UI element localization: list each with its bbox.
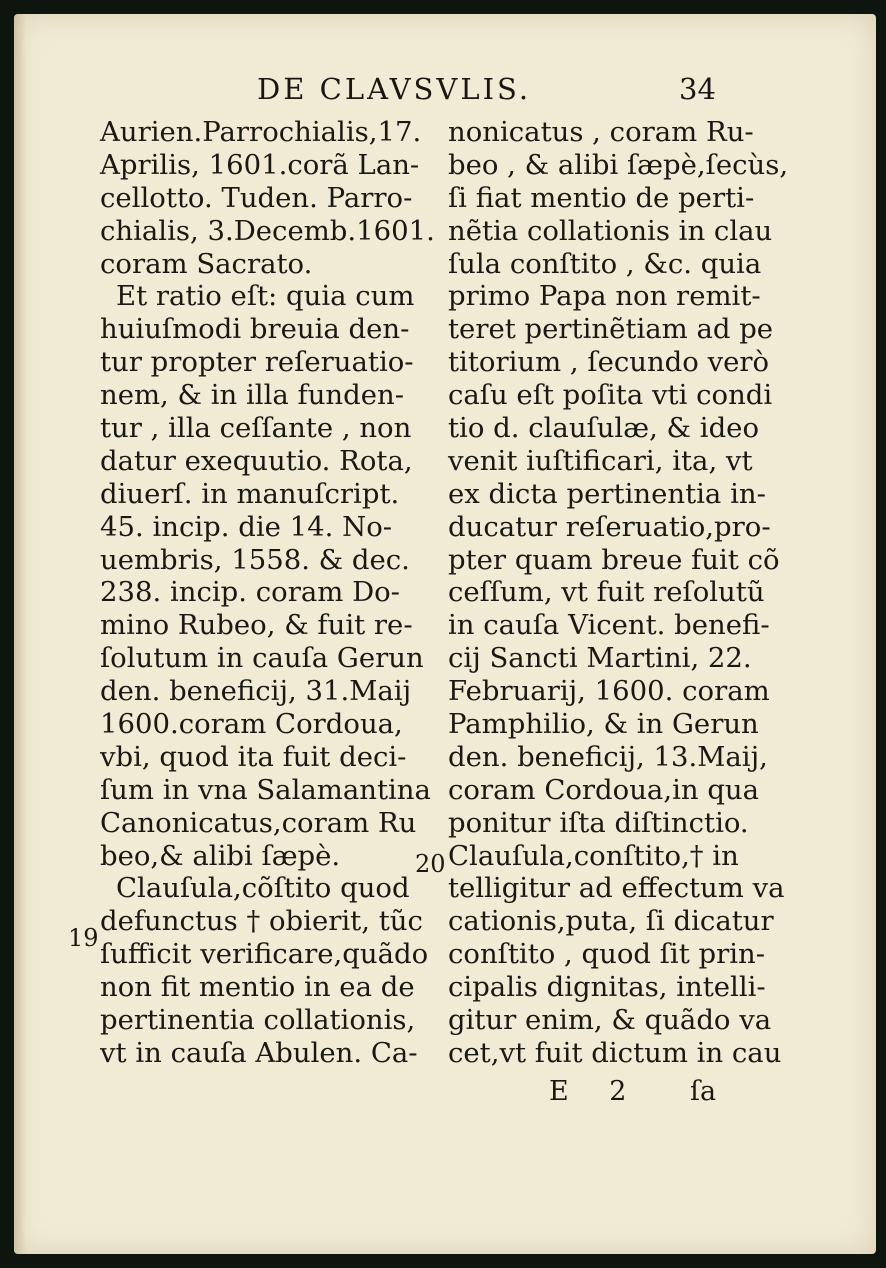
- text-line: beo,& alibi ſæpè.: [100, 839, 341, 872]
- text-line: defunctus † obierit, tũc: [100, 905, 423, 938]
- text-line: cipalis dignitas, intelli-: [448, 971, 766, 1004]
- text-line: huiuſmodi breuia den-: [100, 313, 410, 346]
- text-line: vbi, quod ita fuit deci-: [100, 740, 407, 773]
- text-line: pertinentia collationis,: [100, 1004, 416, 1037]
- text-line: coram Cordoua,in qua: [448, 773, 760, 806]
- text-line: Pamphilio, & in Gerun: [448, 708, 759, 741]
- text-line: Canonicatus,coram Ru: [100, 806, 417, 839]
- running-title: DE CLAVSVLIS.: [257, 72, 532, 106]
- text-line: pter quam breue fuit cõ: [448, 543, 780, 576]
- text-line: mino Rubeo, & fuit re-: [100, 609, 413, 642]
- text-line: venit iuſtificari, ita, vt: [448, 444, 753, 477]
- text-line: non fit mentio in ea de: [100, 971, 415, 1004]
- text-line: coram Sacrato.: [100, 247, 313, 280]
- marginal-number-left: 19: [68, 924, 99, 952]
- folio-number: 34: [679, 72, 716, 106]
- text-line: ex dicta pertinentia in-: [448, 477, 766, 510]
- catchword: ſa: [690, 1076, 717, 1107]
- text-line: Et ratio eſt: quia cum: [116, 280, 415, 313]
- right-column: [448, 116, 789, 1070]
- text-line: ponitur iſta diſtinctio.: [448, 806, 749, 839]
- text-line: 238. incip. coram Do-: [100, 576, 400, 609]
- text-line: ceſſum, vt fuit reſolutũ: [448, 576, 765, 609]
- signature-mark: E 2: [549, 1076, 643, 1107]
- text-line: Clauſula,conſtito,† in: [448, 839, 739, 872]
- text-line: telligitur ad effectum va: [448, 872, 785, 905]
- text-line: tur , illa ceſſante , non: [100, 412, 412, 445]
- text-line: nem, & in illa funden-: [100, 379, 405, 412]
- text-line: ſolutum in cauſa Gerun: [100, 642, 424, 675]
- text-line: teret pertinẽtiam ad pe: [448, 313, 774, 346]
- text-line: beo , & alibi ſæpè,ſecùs,: [448, 148, 789, 181]
- text-line: tio d. clauſulæ, & ideo: [448, 412, 759, 445]
- text-line: titorium , ſecundo verò: [448, 346, 770, 379]
- book-page: [14, 14, 876, 1254]
- text-line: chialis, 3.Decemb.1601.: [100, 214, 435, 247]
- text-line: Aprilis, 1601.corã Lan-: [100, 148, 420, 181]
- text-line: den. beneficij, 31.Maij: [100, 675, 412, 708]
- text-line: ducatur reſeruatio,pro-: [448, 510, 771, 543]
- marginal-number-right: 20: [415, 850, 446, 878]
- text-line: conſtito , quod ſit prin-: [448, 938, 766, 971]
- text-line: ſula conſtito , &c. quia: [448, 247, 762, 280]
- page-header: [14, 72, 876, 112]
- text-line: ſum in vna Salamantina: [100, 773, 431, 806]
- text-line: tur propter reſeruatio-: [100, 346, 414, 379]
- text-line: 1600.coram Cordoua,: [100, 708, 403, 741]
- text-line: ſufficit verificare,quãdo: [100, 938, 429, 971]
- page-footer: [14, 1076, 876, 1112]
- text-line: cationis,puta, ſi dicatur: [448, 905, 774, 938]
- text-line: cellotto. Tuden. Parro-: [100, 181, 413, 214]
- text-line: caſu eſt poſita vti condi: [448, 379, 773, 412]
- text-line: nonicatus , coram Ru-: [448, 116, 754, 148]
- text-line: in cauſa Vicent. benefi-: [448, 609, 770, 642]
- text-line: cij Sancti Martini, 22.: [448, 642, 752, 675]
- text-line: Aurien.Parrochialis,17.: [100, 116, 422, 148]
- text-line: diuerſ. in manuſcript.: [100, 477, 400, 510]
- text-line: primo Papa non remit-: [448, 280, 761, 313]
- text-line: uembris, 1558. & dec.: [100, 543, 410, 576]
- text-line: nẽtia collationis in clau: [448, 214, 773, 247]
- text-line: gitur enim, & quãdo va: [448, 1004, 772, 1037]
- text-line: Februarij, 1600. coram: [448, 675, 770, 708]
- text-line: den. beneficij, 13.Maij,: [448, 740, 768, 773]
- text-line: Clauſula,cõſtito quod: [116, 872, 410, 905]
- text-line: datur exequutio. Rota,: [100, 444, 413, 477]
- text-line: 45. incip. die 14. No-: [100, 510, 393, 543]
- text-line: ſi fiat mentio de perti-: [448, 181, 755, 214]
- text-line: cet,vt fuit dictum in cau: [448, 1036, 782, 1069]
- text-line: vt in cauſa Abulen. Ca-: [100, 1036, 418, 1069]
